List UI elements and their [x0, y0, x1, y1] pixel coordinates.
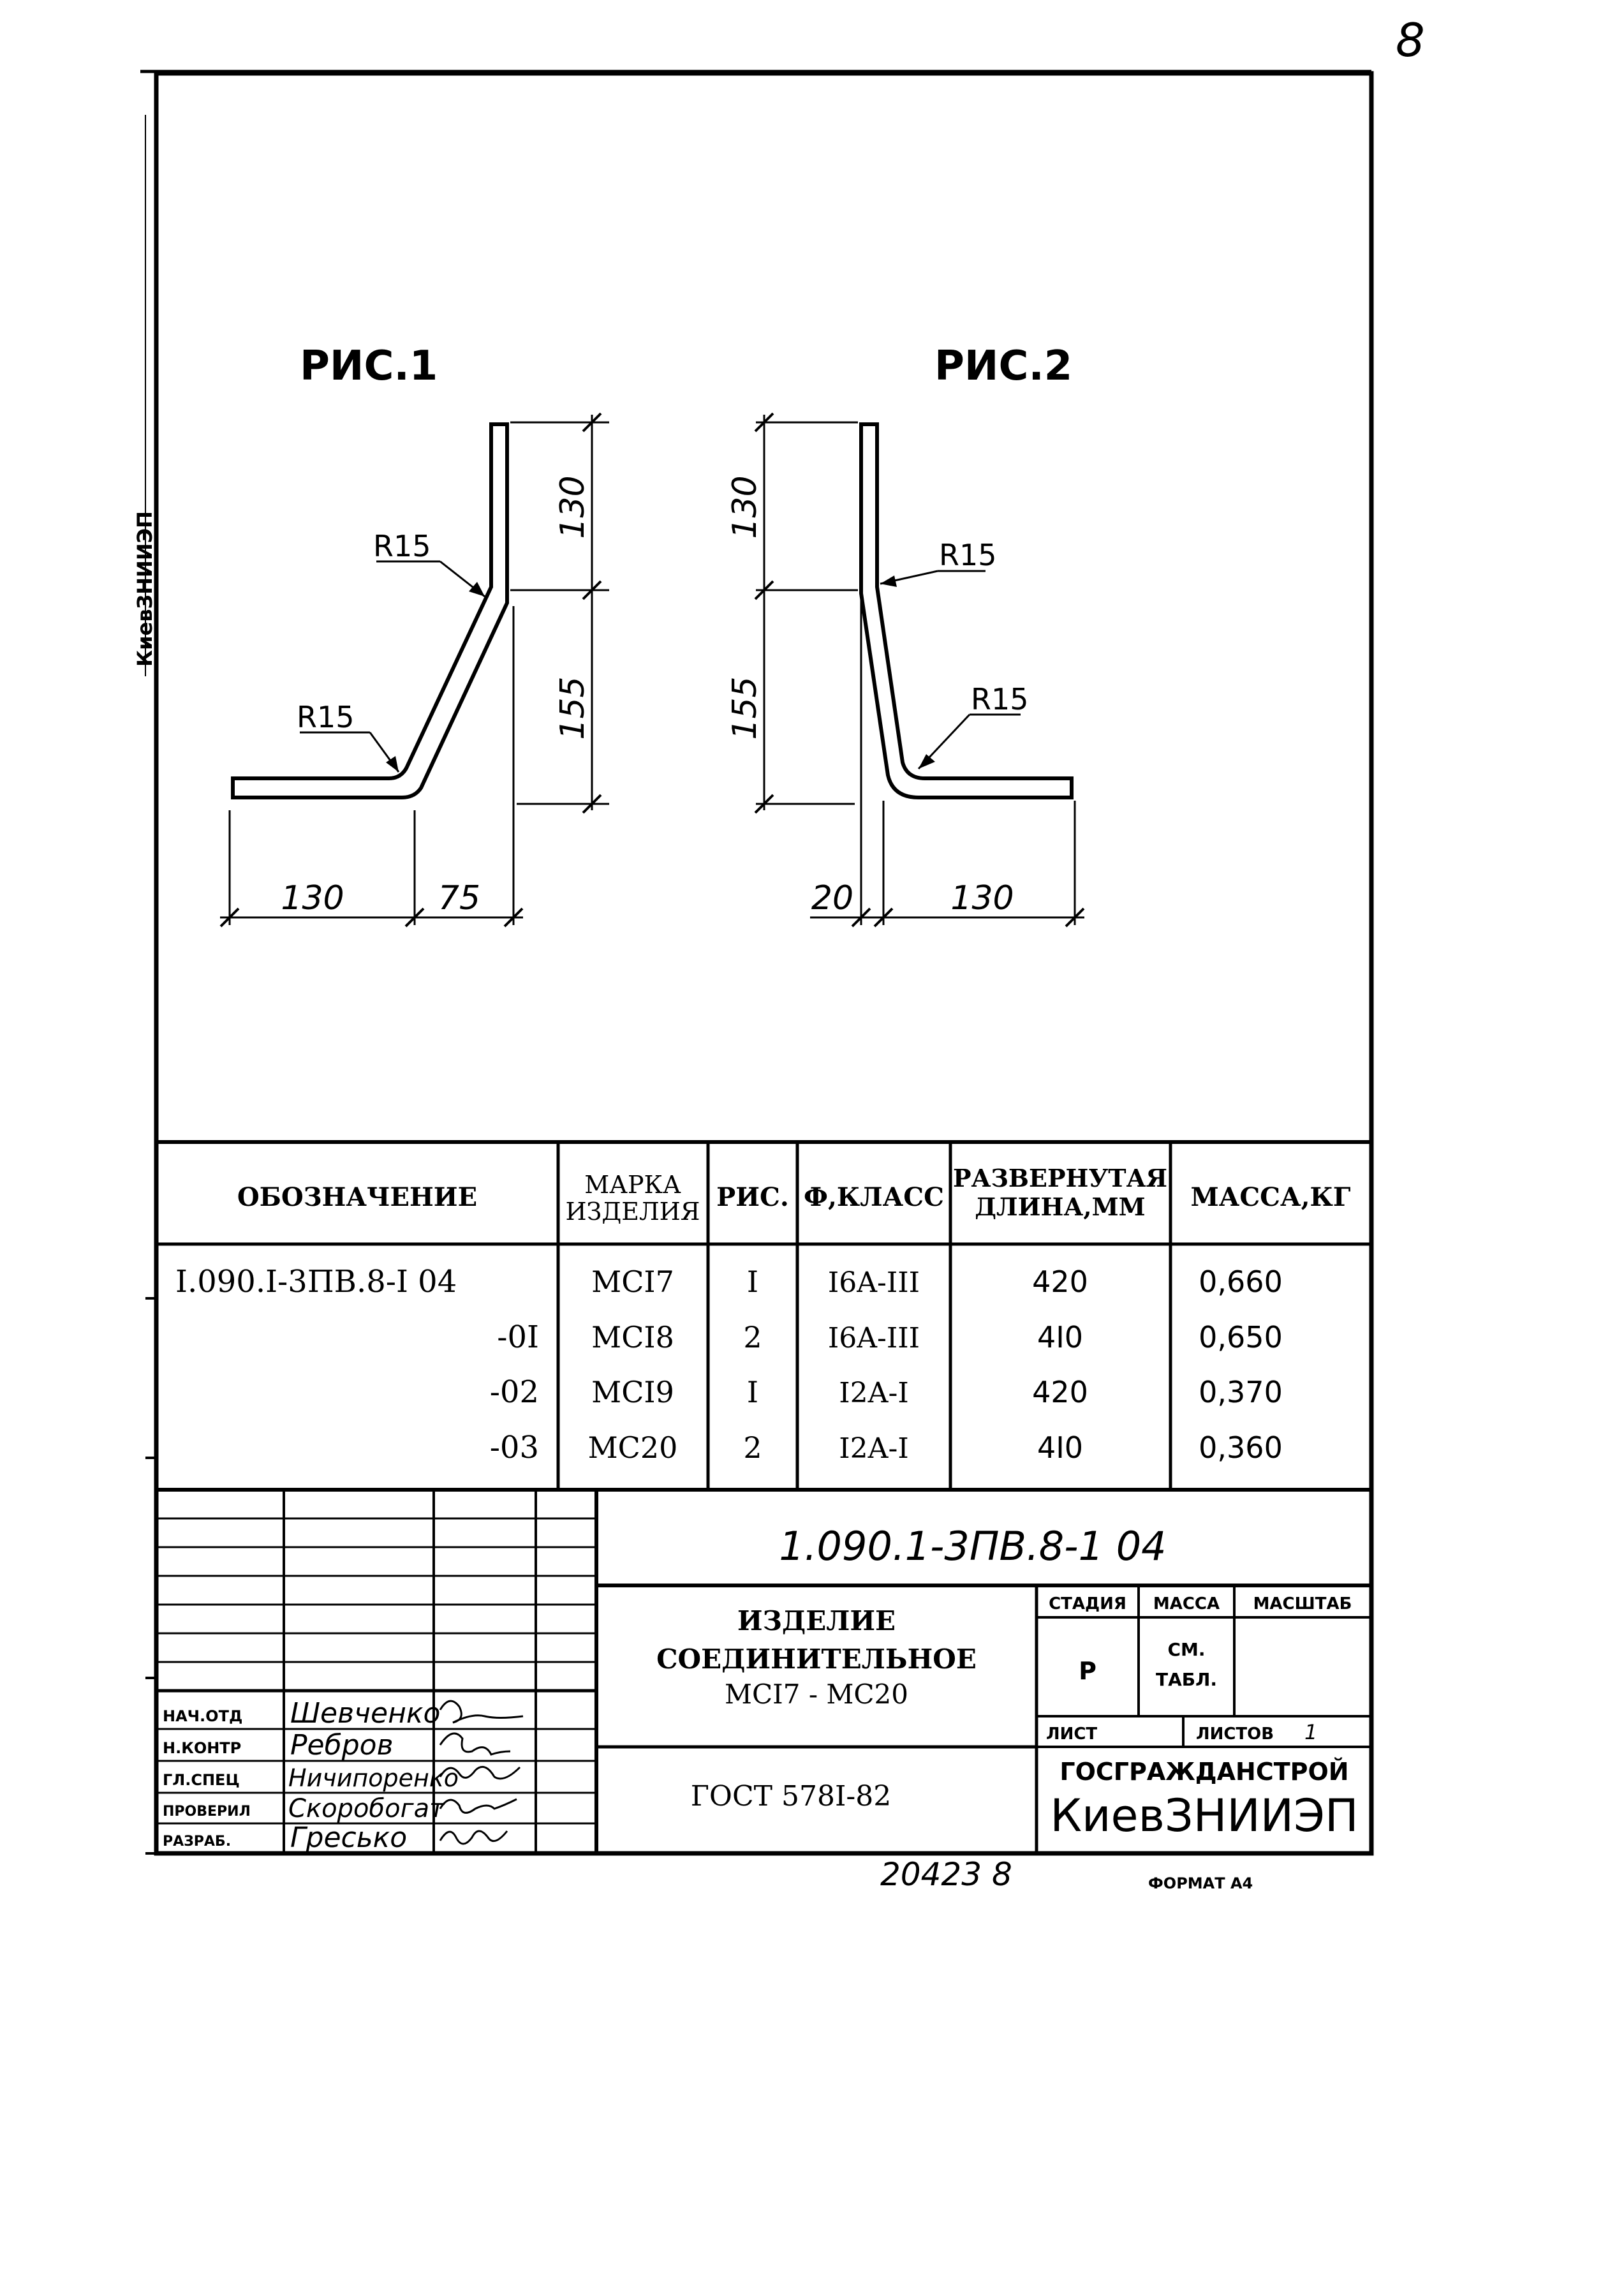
- signature-scribble: [440, 1831, 507, 1844]
- cell-mass: 0,360: [1199, 1430, 1283, 1465]
- figure-1-radius-lower: R15: [297, 700, 355, 734]
- page-number: 8: [1396, 13, 1425, 67]
- cell-designation: I.090.I-3ПВ.8-I 04: [175, 1264, 457, 1300]
- cell-mass: 0,660: [1199, 1265, 1283, 1299]
- sig-role-5: РАЗРАБ.: [163, 1834, 232, 1850]
- cell-length: 420: [1032, 1375, 1088, 1409]
- stage-value: Р: [1079, 1657, 1096, 1685]
- sig-name-2: Ребров: [290, 1729, 394, 1762]
- signature-scribble: [440, 1799, 517, 1813]
- figure-2-radius-upper: R15: [939, 538, 997, 572]
- sig-role-4: ПРОВЕРИЛ: [163, 1804, 251, 1820]
- cell-phi-class: I6A-III: [827, 1266, 920, 1299]
- cell-phi-class: I2A-I: [839, 1377, 909, 1409]
- title-block: [156, 1490, 1371, 1854]
- spec-table: [156, 1142, 1371, 1490]
- cell-length: 420: [1032, 1265, 1088, 1299]
- figure-2-dim-20-horizontal: 20: [811, 879, 854, 917]
- cell-phi-class: I2A-I: [839, 1432, 909, 1465]
- doc-code: 1.090.1-3ПВ.8-1 04: [779, 1523, 1167, 1569]
- table-row: [490, 1430, 1283, 1465]
- bottom-number: 20423 8: [880, 1856, 1012, 1893]
- sig-role-1: НАЧ.ОТД: [163, 1707, 243, 1725]
- cell-designation: -0I: [497, 1319, 539, 1355]
- figure-2-dim-130-horizontal: 130: [950, 879, 1014, 917]
- cell-mark: МСI9: [591, 1375, 674, 1409]
- figure-1-dim-130-horizontal: 130: [281, 879, 344, 917]
- figure-2-title: РИС.2: [934, 343, 1073, 390]
- standard-reference: ГОСТ 578I-82: [690, 1780, 892, 1813]
- product-name-line1: ИЗДЕЛИЕ: [737, 1605, 896, 1636]
- product-name-line2: СОЕДИНИТЕЛЬНОЕ: [656, 1643, 977, 1675]
- sheets-label: ЛИСТОВ: [1196, 1725, 1274, 1744]
- cell-mass: 0,650: [1199, 1320, 1283, 1354]
- cell-fig: I: [746, 1265, 759, 1299]
- product-name-line3: МСI7 - МС20: [725, 1679, 908, 1710]
- header-fig: РИС.: [716, 1182, 789, 1212]
- sheet-label: ЛИСТ: [1046, 1725, 1098, 1744]
- cell-designation: -03: [489, 1430, 539, 1465]
- mass-value-line2: ТАБЛ.: [1155, 1669, 1218, 1690]
- header-length-line2: ДЛИНА,ММ: [975, 1192, 1146, 1221]
- figure-1-title: РИС.1: [300, 343, 438, 390]
- format-label: ФОРМАТ А4: [1148, 1874, 1253, 1892]
- stage-label: СТАДИЯ: [1049, 1594, 1126, 1613]
- mass-label: МАССА: [1153, 1594, 1220, 1613]
- figure-2-dim-155-vertical: 155: [726, 676, 764, 740]
- cell-mark: МСI7: [591, 1265, 674, 1299]
- organization-line1: ГОСГРАЖДАНСТРОЙ: [1059, 1758, 1349, 1786]
- table-row: [497, 1319, 1283, 1355]
- figure-1-radius-upper: R15: [373, 529, 431, 563]
- sheets-value: 1: [1304, 1720, 1318, 1744]
- cell-mass: 0,370: [1199, 1375, 1283, 1409]
- header-mark-line2: ИЗДЕЛИЯ: [565, 1198, 700, 1226]
- figure-1: [220, 343, 609, 926]
- sig-role-2: Н.КОНТР: [163, 1739, 242, 1757]
- sig-name-3: Ничипоренко: [288, 1764, 459, 1792]
- figure-1-dim-130-vertical: 130: [554, 475, 592, 539]
- figure-2-dim-130-vertical: 130: [726, 475, 764, 539]
- figure-1-dim-155-vertical: 155: [554, 676, 592, 740]
- figure-2-bar: [861, 424, 1072, 797]
- sig-name-5: Гресько: [290, 1821, 408, 1854]
- scale-label: МАСШТАБ: [1253, 1594, 1352, 1613]
- signature-scribble: [440, 1733, 510, 1754]
- cell-mark: МСI8: [591, 1320, 674, 1354]
- sig-role-3: ГЛ.СПЕЦ: [163, 1771, 240, 1789]
- sig-name-1: Шевченко: [290, 1697, 441, 1730]
- cell-phi-class: I6A-III: [827, 1322, 920, 1354]
- header-phi-class: Ф,КЛАСС: [804, 1182, 944, 1212]
- figure-1-dim-75-horizontal: 75: [438, 879, 481, 917]
- cell-fig: 2: [743, 1320, 762, 1354]
- cell-length: 4I0: [1037, 1320, 1084, 1354]
- margin-stamp: КиевЗНИИЭП: [133, 511, 157, 667]
- header-mark-line1: МАРКА: [584, 1171, 681, 1199]
- table-row: [175, 1264, 1283, 1300]
- mass-value-line1: СМ.: [1167, 1639, 1206, 1660]
- cell-length: 4I0: [1037, 1430, 1084, 1465]
- sig-name-4: Скоробогат: [288, 1794, 445, 1823]
- organization-line2: КиевЗНИИЭП: [1050, 1790, 1359, 1842]
- figure-2-radius-lower: R15: [971, 682, 1029, 716]
- figure-1-bar: [233, 424, 507, 797]
- signature-scribble: [440, 1701, 523, 1723]
- figure-2: [726, 343, 1084, 926]
- cell-mark: МС20: [587, 1430, 678, 1465]
- cell-fig: I: [746, 1375, 759, 1409]
- header-length-line1: РАЗВЕРНУТАЯ: [952, 1164, 1168, 1192]
- cell-fig: 2: [743, 1430, 762, 1465]
- table-row: [490, 1374, 1283, 1410]
- header-mass: МАССА,КГ: [1190, 1182, 1351, 1212]
- cell-designation: -02: [489, 1374, 539, 1410]
- header-designation: ОБОЗНАЧЕНИЕ: [237, 1182, 478, 1212]
